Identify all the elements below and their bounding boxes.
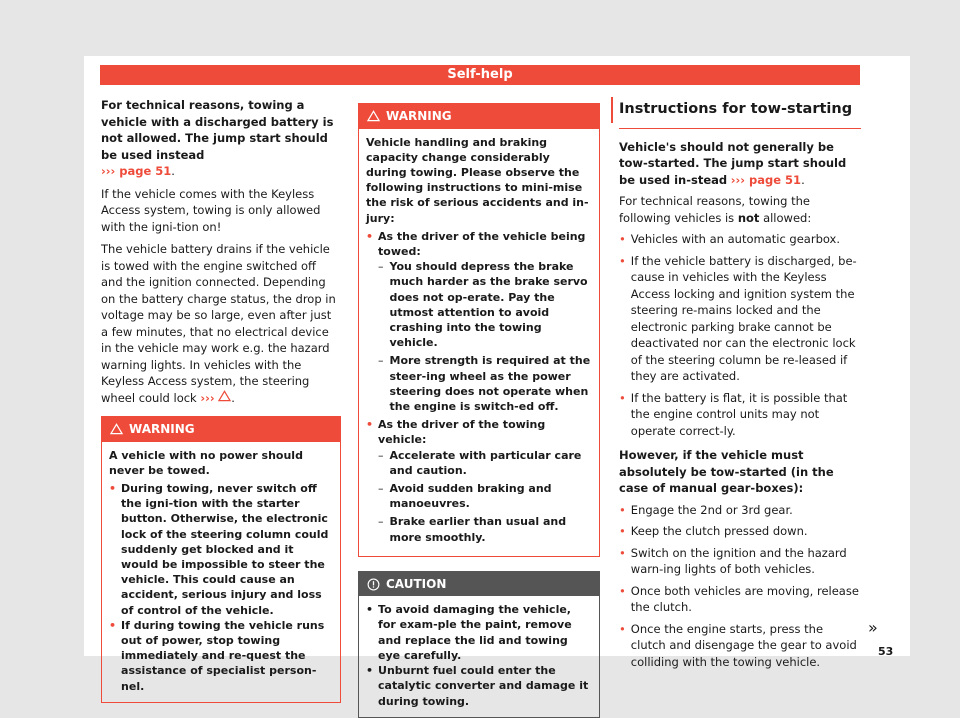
list-item-text: Engage the 2nd or 3rd gear. <box>630 502 793 517</box>
warning-body <box>102 442 340 702</box>
column-2 <box>358 97 600 718</box>
list-item <box>619 253 861 385</box>
warning-link[interactable]: ››› <box>200 390 215 405</box>
list-item-text: Brake earlier than usual and more smoothly. <box>389 515 567 544</box>
list-item <box>366 229 592 259</box>
list-item <box>619 502 861 519</box>
list-item-text: Keep the clutch pressed down. <box>630 524 808 538</box>
list-item <box>619 621 861 671</box>
dash-icon: – <box>378 448 384 462</box>
bullet-icon: • <box>109 618 117 632</box>
bullet-icon: • <box>366 229 374 243</box>
dash-icon: – <box>378 260 384 274</box>
bullet-icon: • <box>619 545 626 560</box>
sub-list-item <box>366 259 592 350</box>
warning-box <box>101 416 341 703</box>
dash-icon: – <box>378 481 384 495</box>
list-item-text: Accelerate with particular care and caution. <box>389 448 582 477</box>
warning-lead: A vehicle with no power should never be towed. <box>109 448 303 477</box>
warning-triangle-icon <box>367 110 380 122</box>
list-item <box>619 523 861 540</box>
intro-bold: For technical reasons, towing a vehicle with a discharged battery is not allowed. The jump start should be used instead <box>101 98 334 162</box>
warning-header <box>359 104 599 129</box>
list-item-text: Once both vehicles are moving, release the clutch. <box>630 583 859 614</box>
bullet-icon: • <box>366 664 374 678</box>
list-item <box>366 417 592 447</box>
sub-list-item <box>366 514 592 544</box>
bullet-icon: • <box>619 232 626 246</box>
list-item-text: If during towing the vehicle runs out of power, stop towing immediately and re-quest the assistance of specialist person-nel. <box>121 618 325 693</box>
bullet-icon: • <box>619 390 626 405</box>
page-number: 53 <box>878 645 894 658</box>
list-item-text: Avoid sudden braking and manoeuvres. <box>389 481 552 511</box>
caution-box <box>358 571 600 718</box>
continue-marker: » <box>868 618 878 637</box>
battery-paragraph: The vehicle battery drains if the vehicle is towed with the engine switched off and the ignition connected. Depending on the battery charge status, the drop in voltage may be so large, even after just a few minutes, that no electrical device in the vehicle may work e.g. the hazard warning lights. In vehicles with the Keyless Access system, the steering wheel could lock ››› . <box>101 242 336 405</box>
caution-body <box>359 596 599 716</box>
list-item <box>109 481 333 618</box>
dash-icon: – <box>378 354 384 368</box>
column-1 <box>101 97 341 703</box>
not-emphasis: not <box>737 210 760 225</box>
bullet-icon: • <box>366 603 374 617</box>
warning-label: WARNING <box>386 109 452 123</box>
warning-triangle-icon <box>110 423 123 435</box>
sub-list-item <box>366 481 592 511</box>
warning-box <box>358 103 600 557</box>
bullet-icon: • <box>619 253 626 268</box>
list-item-text: Switch on the ignition and the hazard warn-ing lights of both vehicles. <box>630 545 847 576</box>
list-item-text: You should depress the brake much harder as the brake servo does not op-erate. Pay the utmost attention to avoid crashing into the towing vehicle. <box>389 260 588 350</box>
warning-label: WARNING <box>129 422 195 436</box>
list-item <box>619 231 861 248</box>
list-heading: As the driver of the vehicle being towed: <box>378 229 586 258</box>
sub-list-item <box>366 448 592 478</box>
column-3 <box>619 97 861 675</box>
list-item-text: Vehicles with an automatic gearbox. <box>630 232 841 246</box>
section-title: Instructions for tow-starting <box>619 97 861 129</box>
text: For technical reasons, towing the following vehicles is <box>619 194 811 225</box>
bullet-icon: • <box>109 481 117 495</box>
page-link[interactable]: ››› page 51 <box>101 164 172 178</box>
however-paragraph: However, if the vehicle must absolutely be tow-started (in the case of manual gear-boxes): <box>619 448 834 495</box>
page-header: Self-help <box>100 65 860 85</box>
bullet-icon: • <box>619 583 626 598</box>
list-item-text: If the battery is flat, it is possible that the engine control units may not operate correct-ly. <box>630 390 848 438</box>
keyless-paragraph: If the vehicle comes with the Keyless Access system, towing is only allowed with the igni-tion on! <box>101 186 321 234</box>
list-item-text: Unburnt fuel could enter the catalytic converter and damage it during towing. <box>378 664 589 708</box>
warning-body <box>359 129 599 556</box>
bullet-icon: • <box>619 524 626 538</box>
list-item-text: More strength is required at the steer-ing wheel as the power steering does not operate when the engine is switch-ed off. <box>389 354 591 413</box>
bullet-icon: • <box>366 418 374 432</box>
caution-header <box>359 572 599 597</box>
intro-paragraph: Vehicle's should not generally be tow-started. The jump start should be used in-stead ››› page 51. <box>619 139 847 187</box>
warning-lead: Vehicle handling and braking capacity change considerably during towing. Please observe the following instructions to mini-mise the risk of serious accidents and in-jury: <box>366 135 589 225</box>
not-allowed-paragraph <box>619 193 861 226</box>
list-item <box>366 602 592 663</box>
text: allowed: <box>763 210 812 225</box>
page-link[interactable]: ››› page 51 <box>730 172 802 187</box>
intro-paragraph: For technical reasons, towing a vehicle with a discharged battery is not allowed. The jump start should be used instead ››› page 51. <box>101 98 334 178</box>
bullet-icon: • <box>619 502 626 517</box>
sub-list-item <box>366 353 592 414</box>
list-item-text: During towing, never switch off the igni-tion with the starter button. Otherwise, the electronic lock of the steering column could suddenly get blocked and it would be impossible to steer the vehicle. This could cause an accident, serious injury and loss of control of the vehicle. <box>121 481 329 617</box>
battery-text: The vehicle battery drains if the vehicle is towed with the engine switched off and the ignition connected. Depending on the battery charge status, the drop in voltage may be so large, even after just a few minutes, that no electrical device in the vehicle may work e.g. the hazard warning lights. In vehicles with the Keyless Access system, the steering wheel could lock <box>101 242 336 405</box>
list-item <box>366 663 592 709</box>
warning-header <box>102 417 340 442</box>
warning-triangle-icon <box>218 390 231 402</box>
bullet-icon: • <box>619 621 626 636</box>
list-item-text: Once the engine starts, press the clutch and disengage the gear to avoid colliding with the towing vehicle. <box>630 621 857 669</box>
list-item <box>619 545 861 578</box>
intro-bold: Vehicle's should not generally be tow-started. The jump start should be used in-stead <box>619 139 847 187</box>
list-item <box>619 390 861 440</box>
info-circle-icon <box>367 578 380 591</box>
list-item <box>619 583 861 616</box>
dash-icon: – <box>378 515 384 529</box>
list-heading: As the driver of the towing vehicle: <box>378 418 546 447</box>
list-item-text: If the vehicle battery is discharged, be-cause in vehicles with the Keyless Access locking and ignition system the steering re-mains locked and the electronic parking brake cannot be deactivated nor can the electronic lock of the steering column be re-leased if they are activated. <box>630 253 857 383</box>
list-item <box>109 618 333 694</box>
caution-label: CAUTION <box>386 576 447 591</box>
list-item-text: To avoid damaging the vehicle, for exam-ple the paint, remove and replace the lid and towing eye carefully. <box>378 603 572 662</box>
